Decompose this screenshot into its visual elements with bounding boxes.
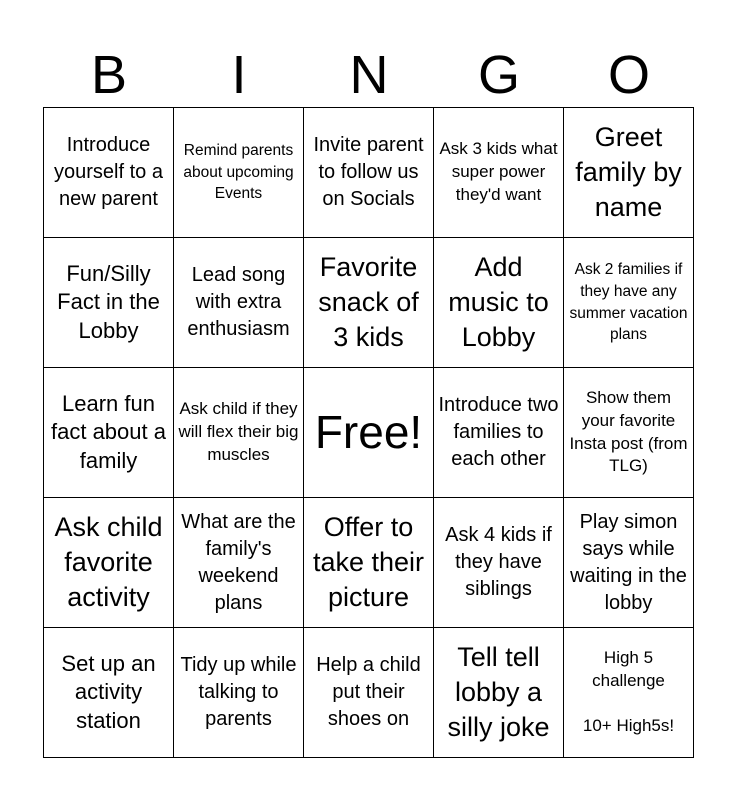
cell-text: Remind parents about upcoming Events [183,141,294,203]
cell-text: Help a child put their shoes on [316,654,421,730]
cell-text: Tell tell lobby a silly joke [447,641,550,743]
bingo-cell[interactable] [434,238,564,368]
cell-text: Invite parent to follow us on Socials [313,134,424,210]
bingo-cell[interactable] [564,498,694,628]
bingo-cell[interactable] [564,108,694,238]
cell-text: Show them your favorite Insta post (from TLG) [569,387,688,476]
bingo-card-grid [43,107,694,758]
bingo-cell[interactable] [434,108,564,238]
cell-text: Introduce two families to each other [438,394,559,470]
cell-text: Learn fun fact about a family [51,390,166,473]
bingo-cell[interactable] [174,108,304,238]
bingo-cell[interactable] [44,498,174,628]
bingo-cell[interactable] [304,628,434,758]
cell-text: Tidy up while talking to parents [180,654,297,730]
bingo-cell[interactable] [304,498,434,628]
bingo-cell[interactable] [44,628,174,758]
cell-text: High 5 challenge 10+ High5s! [582,647,675,736]
cell-text: Ask 4 kids if they have siblings [445,524,552,600]
cell-text: Ask 2 families if they have any summer vacation plans [569,261,688,344]
bingo-cell[interactable] [564,238,694,368]
bingo-cell[interactable] [44,368,174,498]
header-letter-i: I [231,45,247,105]
cell-text: Introduce yourself to a new parent [54,134,163,210]
cell-text: What are the family's weekend plans [181,510,296,614]
bingo-cell[interactable] [174,498,304,628]
cell-text: Play simon says while waiting in the lobby [570,510,687,614]
cell-text: Add music to Lobby [448,251,549,353]
header-letter-n: N [349,45,389,105]
cell-text: Ask 3 kids what super power they'd want [439,139,558,204]
header-letter-g: G [477,45,520,105]
cell-text: Offer to take their picture [312,511,425,613]
bingo-cell[interactable] [434,628,564,758]
bingo-cell[interactable] [304,108,434,238]
cell-text: Favorite snack of 3 kids [318,251,419,353]
header-letter-o: O [607,45,650,105]
cell-text: Ask child favorite activity [54,511,163,613]
bingo-cell[interactable] [174,628,304,758]
cell-text: Lead song with extra enthusiasm [187,264,290,340]
bingo-cell[interactable] [44,108,174,238]
bingo-free-cell[interactable] [304,368,434,498]
cell-text: Free! [314,406,423,459]
cell-text: Greet family by name [575,121,682,223]
bingo-cell[interactable] [44,238,174,368]
cell-text: Fun/Silly Fact in the Lobby [57,260,160,343]
bingo-cell[interactable] [564,368,694,498]
bingo-cell[interactable] [174,238,304,368]
cell-text: Ask child if they will flex their big muscles [178,399,299,464]
header-letter-b: B [90,45,128,105]
cell-text: Set up an activity station [61,650,156,733]
bingo-cell[interactable] [174,368,304,498]
bingo-cell[interactable] [434,498,564,628]
bingo-header [44,40,694,110]
bingo-cell[interactable] [434,368,564,498]
bingo-cell[interactable] [304,238,434,368]
bingo-cell[interactable] [564,628,694,758]
